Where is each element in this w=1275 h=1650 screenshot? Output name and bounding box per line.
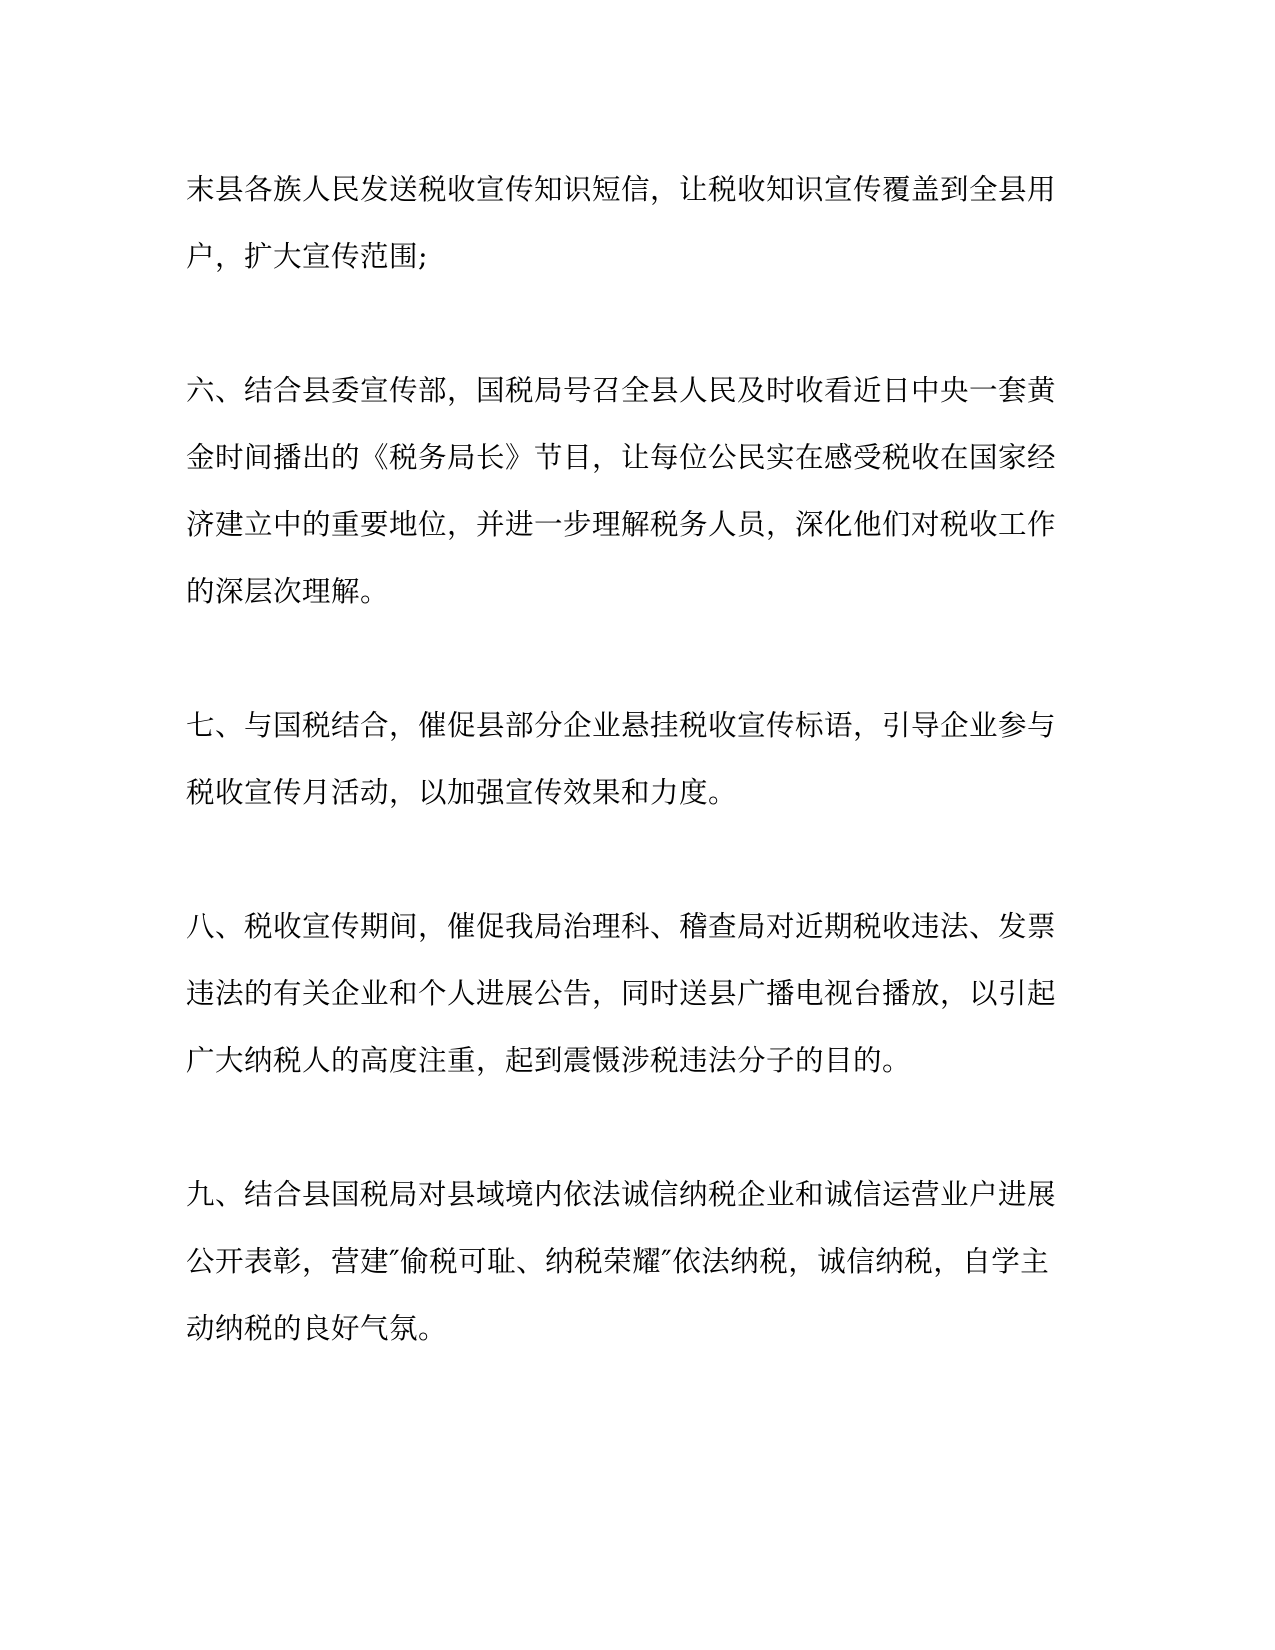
paragraph-2 [186, 357, 1066, 625]
paragraph-4 [186, 893, 1066, 1094]
text-line: 六、结合县委宣传部，国税局号召全县人民及时收看近日中央一套黄 [186, 374, 1057, 407]
paragraph-3 [186, 692, 1066, 826]
paragraph-1 [186, 156, 1066, 290]
text-line: 动纳税的良好气氛。 [186, 1312, 448, 1345]
text-line: 户，扩大宣传范围; [186, 240, 429, 273]
text-line: 末县各族人民发送税收宣传知识短信，让税收知识宣传覆盖到全县用 [186, 173, 1057, 206]
paragraph-gap [186, 290, 1066, 357]
text-line: 济建立中的重要地位，并进一步理解税务人员，深化他们对税收工作 [186, 508, 1057, 541]
text-line: 八、税收宣传期间，催促我局治理科、稽查局对近期税收违法、发票 [186, 910, 1057, 943]
paragraph-gap [186, 1094, 1066, 1161]
paragraph-5 [186, 1161, 1066, 1362]
text-line: 税收宣传月活动，以加强宣传效果和力度。 [186, 776, 738, 809]
text-line: 违法的有关企业和个人进展公告，同时送县广播电视台播放，以引起 [186, 977, 1057, 1010]
text-line: 金时间播出的《税务局长》节目，让每位公民实在感受税收在国家经 [186, 441, 1057, 474]
text-line: 七、与国税结合，催促县部分企业悬挂税收宣传标语，引导企业参与 [186, 709, 1057, 742]
paragraph-gap [186, 826, 1066, 893]
text-line: 广大纳税人的高度注重，起到震慑涉税违法分子的目的。 [186, 1044, 912, 1077]
document-body [186, 156, 1066, 1362]
paragraph-gap [186, 625, 1066, 692]
text-line: 九、结合县国税局对县域境内依法诚信纳税企业和诚信运营业户进展 [186, 1178, 1057, 1211]
text-line: 的深层次理解。 [186, 575, 390, 608]
text-line: 公开表彰，营建″偷税可耻、纳税荣耀″依法纳税，诚信纳税，自学主 [186, 1245, 1050, 1278]
